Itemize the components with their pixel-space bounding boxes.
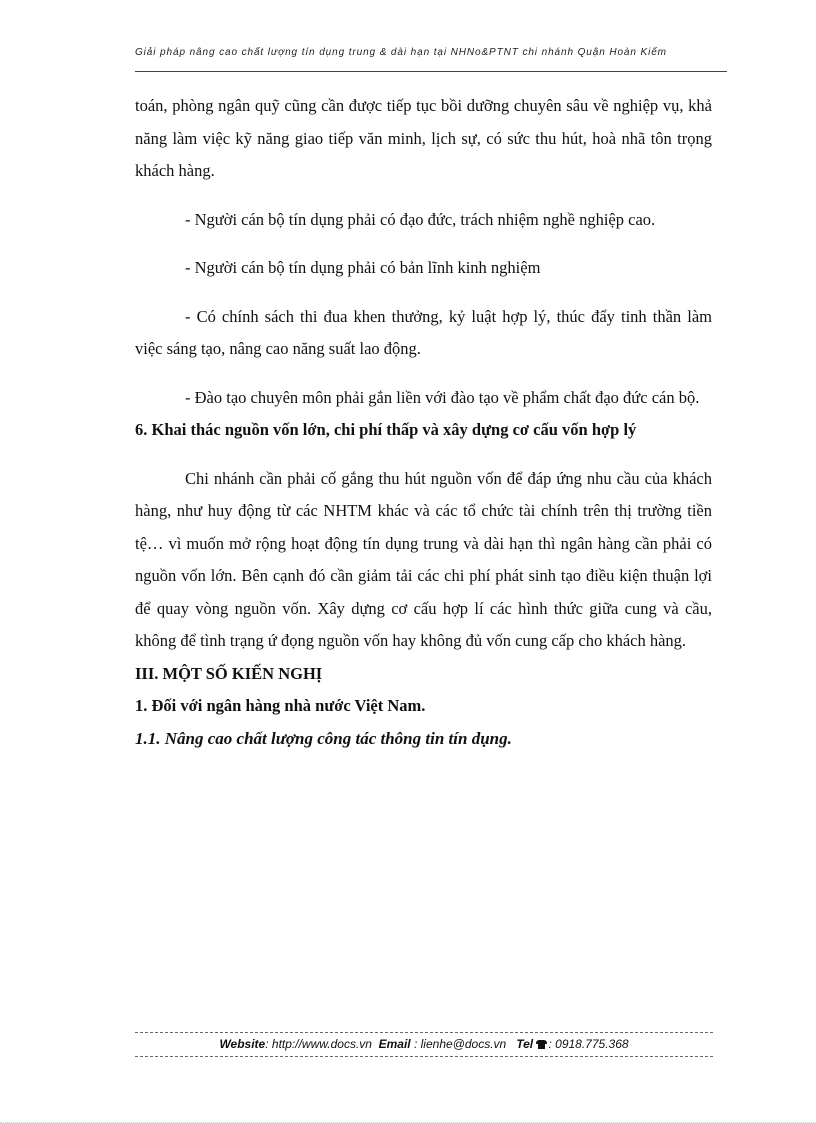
section-heading-6: 6. Khai thác nguồn vốn lớn, chi phí thấp và xây dựng cơ cấu vốn hợp lý <box>135 420 637 439</box>
running-header: Giải pháp nâng cao chất lượng tín dụng trung & dài hạn tại NHNo&PTNT chi nhánh Quận Hoàn Kiếm <box>135 47 667 58</box>
paragraph-rewards: - Có chính sách thi đua khen thưởng, kỷ luật hợp lý, thúc đẩy tinh thần làm việc sáng tạo, nâng cao năng suất lao động. <box>135 306 712 358</box>
subsection-heading-1-1: 1.1. Nâng cao chất lượng công tác thông tin tín dụng. <box>135 728 512 748</box>
header-rule <box>135 71 727 72</box>
phone-icon <box>536 1040 547 1049</box>
footer-rule-top <box>135 1032 713 1033</box>
subsection-heading-1: 1. Đối với ngân hàng nhà nước Việt Nam. <box>135 696 426 715</box>
footer-rule-bottom <box>135 1056 713 1057</box>
paragraph-experience: - Người cán bộ tín dụng phải có bản lĩnh kinh nghiệm <box>185 258 541 277</box>
paragraph-training: - Đào tạo chuyên môn phải gắn liền với đào tạo về phẩm chất đạo đức cán bộ. <box>185 387 700 407</box>
section-heading-iii: III. MỘT SỐ KIẾN NGHỊ <box>135 663 323 683</box>
paragraph-staff-training: toán, phòng ngân quỹ cũng cần được tiếp tục bồi dưỡng chuyên sâu về nghiệp vụ, khả năng làm việc kỹ năng giao tiếp văn minh, lịch sự, có sức thu hút, hoà nhã tôn trọng khách hàng. <box>135 96 712 180</box>
footer <box>135 1037 713 1051</box>
website-label: Website <box>219 1037 266 1051</box>
tel-value: : 0918.775.368 <box>548 1037 629 1051</box>
tel-label: Tel <box>516 1037 534 1051</box>
email-label: Email <box>378 1037 411 1051</box>
paragraph-ethics: - Người cán bộ tín dụng phải có đạo đức, trách nhiệm nghề nghiệp cao. <box>185 209 656 229</box>
paragraph-capital: Chi nhánh cần phải cố gắng thu hút nguồn vốn để đáp ứng nhu cầu của khách hàng, như huy động từ các NHTM khác và các tổ chức tài chính trên thị trường tiền tệ… vì muốn mở rộng hoạt động tín dụng trung và dài hạn thì ngân hàng cần phải có nguồn vốn lớn. Bên cạnh đó cần giảm tải các chi phí phát sinh tạo điều kiện thuận lợi để quay vòng nguồn vốn. Xây dựng cơ cấu hợp lí các hình thức giữa cung và cầu, không để tình trạng ứ đọng nguồn vốn hay không đủ vốn cung cấp cho khách hàng. <box>135 468 712 650</box>
email-value[interactable]: : lienhe@docs.vn <box>410 1037 507 1051</box>
page-content <box>135 90 712 755</box>
website-value[interactable]: : http://www.docs.vn <box>265 1037 372 1051</box>
